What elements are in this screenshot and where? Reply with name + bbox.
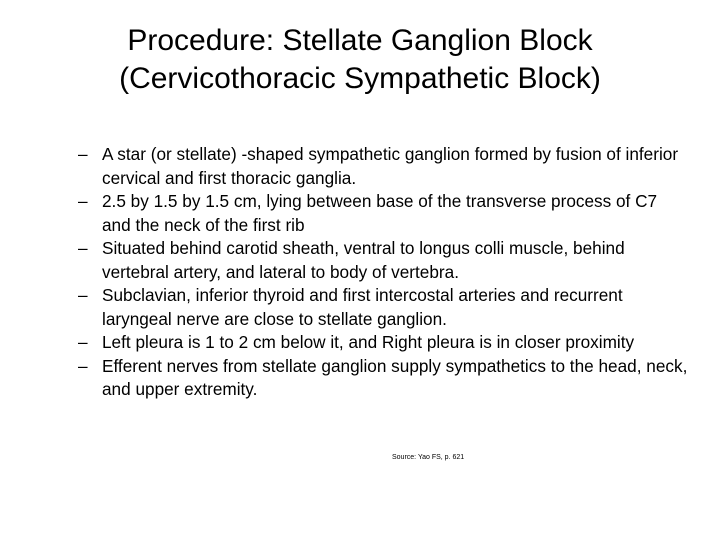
bullet-item (78, 237, 688, 284)
bullet-dash: – (78, 191, 88, 211)
bullet-item (78, 284, 688, 331)
bullet-item (78, 331, 688, 355)
bullet-dash: – (78, 238, 88, 258)
bullet-list (78, 143, 688, 402)
bullet-text: Efferent nerves from stellate ganglion supply sympathetics to the head, neck, and upper extremity. (102, 355, 688, 399)
bullet-dash: – (78, 285, 88, 305)
bullet-text: A star (or stellate) -shaped sympathetic ganglion formed by fusion of inferior cervical and first thoracic ganglia. (102, 144, 679, 188)
slide-title (40, 22, 680, 98)
slide-title-line-2: (Cervicothoracic Sympathetic Block) (119, 62, 601, 95)
bullet-text: Subclavian, inferior thyroid and first intercostal arteries and recurrent laryngeal nerve are close to stellate ganglion. (102, 285, 623, 329)
bullet-item (78, 355, 688, 402)
bullet-dash: – (78, 332, 88, 352)
slide-title-line-1: Procedure: Stellate Ganglion Block (127, 24, 593, 57)
bullet-text: Situated behind carotid sheath, ventral to longus colli muscle, behind vertebral artery, and lateral to body of vertebra. (102, 238, 625, 282)
bullet-item (78, 143, 688, 190)
bullet-text: Left pleura is 1 to 2 cm below it, and Right pleura is in closer proximity (102, 332, 635, 352)
source-citation: Source: Yao FS, p. 621 (392, 454, 465, 461)
bullet-dash: – (78, 144, 88, 164)
bullet-dash: – (78, 355, 88, 376)
bullet-item (78, 190, 688, 237)
bullet-text: 2.5 by 1.5 by 1.5 cm, lying between base of the transverse process of C7 and the neck of the first rib (102, 191, 658, 235)
